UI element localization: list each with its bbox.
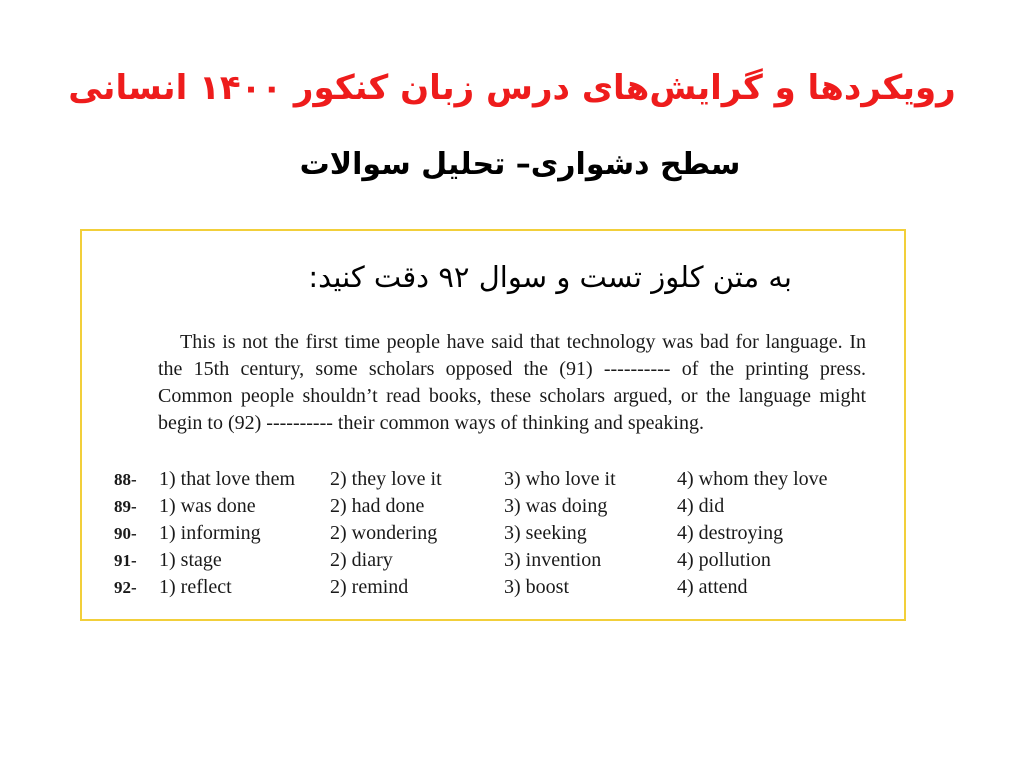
question-row-90 [114,520,874,547]
option-1: 1) that love them [159,468,296,490]
option-4: 4) did [677,495,725,517]
cloze-passage: This is not the first time people have said that technology was bad for language. In the 15th century, some scholars opposed the (91) ---------- of the printing press. Common people shouldn’t read books, these scholars argued, or the language might begin to (92) ---------- their common ways of thinking and speaking. [158,331,866,434]
question-number: 88- [114,470,137,489]
question-panel [80,229,906,621]
option-3: 3) was doing [504,495,608,517]
question-number: 89- [114,497,137,516]
question-row-92 [114,574,874,601]
question-list [114,466,874,601]
question-row-91 [114,547,874,574]
option-1: 1) stage [159,549,222,571]
question-number: 92- [114,578,137,597]
option-1: 1) reflect [159,576,232,598]
option-4: 4) destroying [677,522,784,544]
question-row-89 [114,493,874,520]
option-2: 2) wondering [330,522,438,544]
option-3: 3) seeking [504,522,587,544]
option-4: 4) pollution [677,549,771,571]
option-4: 4) attend [677,576,748,598]
option-1: 1) was done [159,495,256,517]
option-4: 4) whom they love [677,468,828,490]
option-2: 2) diary [330,549,393,571]
option-2: 2) they love it [330,468,442,490]
option-3: 3) invention [504,549,602,571]
question-number: 90- [114,524,137,543]
option-3: 3) boost [504,576,569,598]
option-1: 1) informing [159,522,261,544]
option-3: 3) who love it [504,468,616,490]
option-2: 2) remind [330,576,409,598]
slide-subtitle: سطح دشواری– تحلیل سوالات [299,147,741,182]
question-row-88 [114,466,874,493]
question-number: 91- [114,551,137,570]
slide-title: رویکردها و گرایش‌های درس زبان کنکور ۱۴۰۰ انسانی [68,68,956,108]
option-2: 2) had done [330,495,425,517]
instruction-text: به متن کلوز تست و سوال ۹۲ دقت کنید: [308,260,792,294]
